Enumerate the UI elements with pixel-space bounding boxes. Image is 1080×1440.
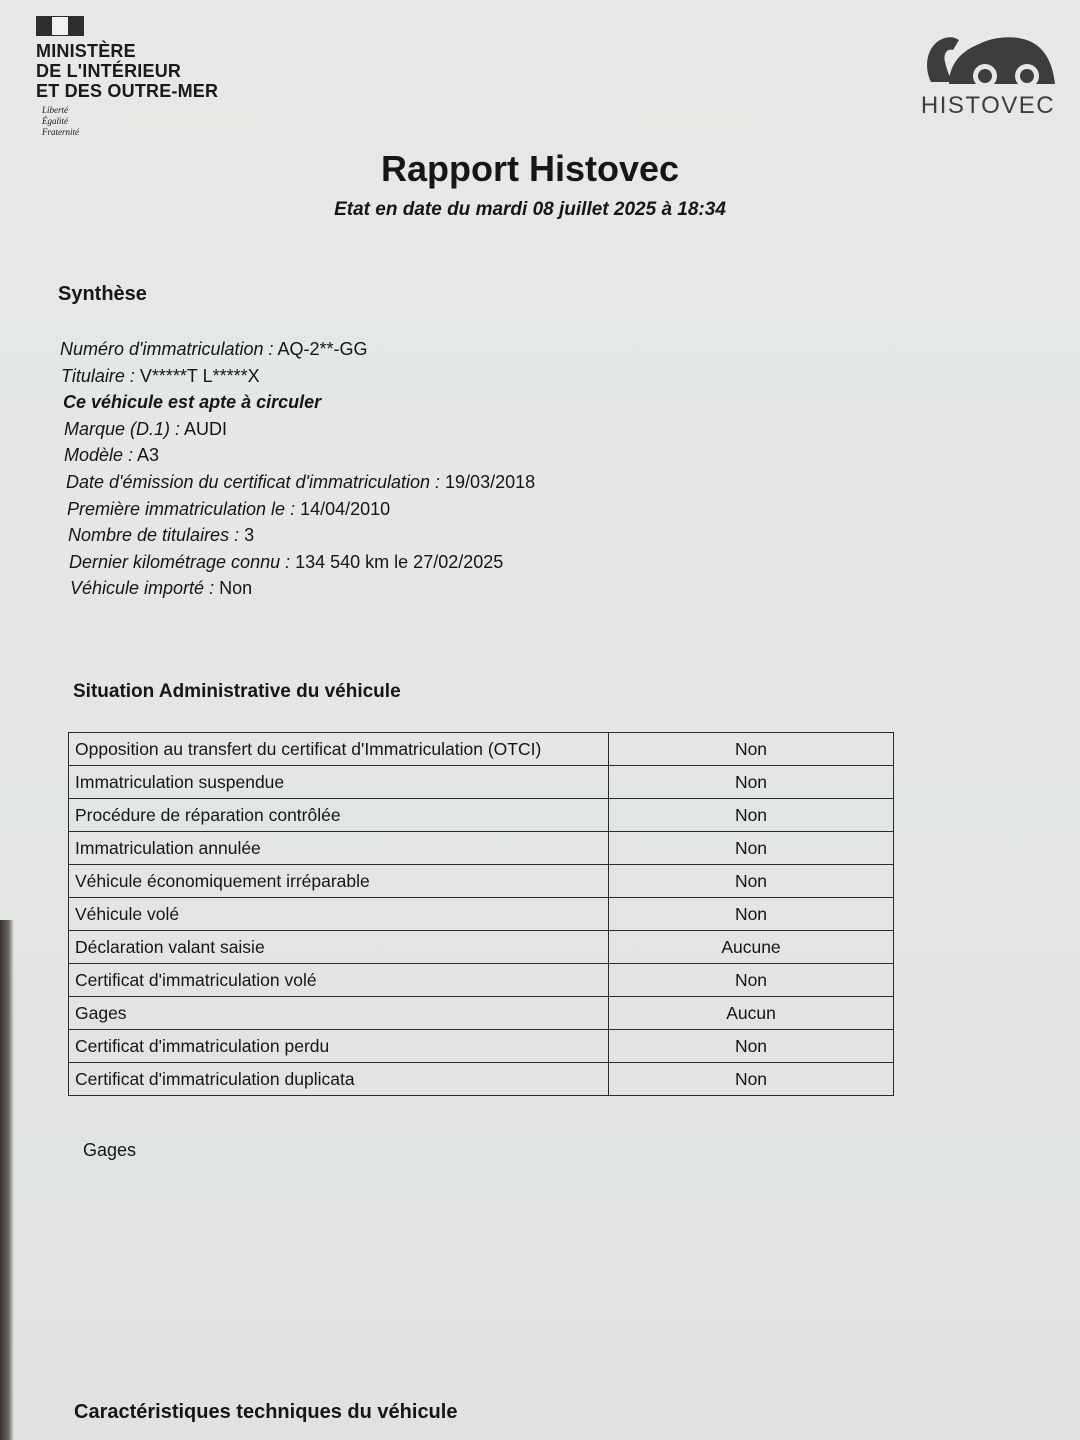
table-cell-value: Non: [609, 832, 894, 865]
table-cell-value: Non: [609, 766, 894, 799]
table-row: [69, 964, 894, 997]
table-cell-value: Aucun: [609, 997, 894, 1030]
table-row: [69, 799, 894, 832]
histovec-wordmark: HISTOVEC: [920, 92, 1056, 119]
table-cell-label: Gages: [69, 997, 609, 1030]
ministry-logo: [36, 16, 236, 138]
table-cell-label: Immatriculation suspendue: [69, 766, 609, 799]
brand-row: Marque (D.1) : AUDI: [64, 418, 228, 439]
holder-count-row: Nombre de titulaires : 3: [68, 525, 255, 546]
roadworthy-status: Ce véhicule est apte à circuler: [63, 392, 322, 413]
table-cell-value: Non: [609, 1030, 894, 1063]
imported-row: Véhicule importé : Non: [70, 578, 253, 599]
model-row: Modèle : A3: [64, 445, 160, 466]
table-cell-label: Opposition au transfert du certificat d'Immatriculation (OTCI): [69, 733, 609, 766]
gages-note: Gages: [83, 1140, 137, 1160]
table-row: [69, 865, 894, 898]
table-cell-label: Certificat d'immatriculation volé: [69, 964, 609, 997]
table-row: [69, 1063, 894, 1096]
table-cell-label: Procédure de réparation contrôlée: [69, 799, 609, 832]
table-row: [69, 832, 894, 865]
synthese-list: [60, 336, 535, 602]
histovec-logo: [916, 26, 1060, 120]
table-row: [69, 733, 894, 766]
marianne-flag-icon: [36, 16, 84, 36]
table-cell-label: Véhicule volé: [69, 898, 609, 931]
registration-number-row: Numéro d'immatriculation : AQ-2**-GG: [60, 339, 368, 359]
table-cell-label: Véhicule économiquement irréparable: [69, 865, 609, 898]
table-cell-label: Certificat d'immatriculation duplicata: [69, 1063, 609, 1096]
table-cell-value: Non: [609, 799, 894, 832]
table-cell-label: Déclaration valant saisie: [69, 931, 609, 964]
table-row: [69, 766, 894, 799]
first-registration-row: Première immatriculation le : 14/04/2010: [67, 498, 391, 519]
car-icon: [919, 26, 1057, 94]
table-cell-label: Immatriculation annulée: [69, 832, 609, 865]
table-row: [69, 1030, 894, 1063]
republic-motto: Liberté Égalité Fraternité: [42, 105, 79, 137]
situation-heading: Situation Administrative du véhicule: [73, 681, 401, 702]
table-cell-label: Certificat d'immatriculation perdu: [69, 1030, 609, 1063]
table-cell-value: Non: [609, 1063, 894, 1096]
table-cell-value: Non: [609, 865, 894, 898]
table-row: [69, 931, 894, 964]
caracteristiques-heading: Caractéristiques techniques du véhicule: [74, 1401, 458, 1423]
report-date: Etat en date du mardi 08 juillet 2025 à 18:34: [334, 199, 726, 220]
certificate-date-row: Date d'émission du certificat d'immatriculation : 19/03/2018: [66, 471, 536, 492]
table-row: [69, 898, 894, 931]
synthese-heading: Synthèse: [58, 283, 147, 305]
table-cell-value: Non: [609, 964, 894, 997]
mileage-row: Dernier kilométrage connu : 134 540 km le 27/02/2025: [69, 551, 504, 572]
table-cell-value: Non: [609, 733, 894, 766]
table-row: [69, 997, 894, 1030]
situation-table: [68, 732, 894, 1096]
paper-edge-shadow: [0, 920, 14, 1440]
report-title: Rapport Histovec: [380, 148, 680, 189]
ministry-name: MINISTÈRE DE L'INTÉRIEUR ET DES OUTRE-MER: [36, 41, 219, 101]
table-cell-value: Aucune: [609, 931, 894, 964]
holder-row: Titulaire : V*****T L*****X: [61, 365, 260, 386]
table-cell-value: Non: [609, 898, 894, 931]
